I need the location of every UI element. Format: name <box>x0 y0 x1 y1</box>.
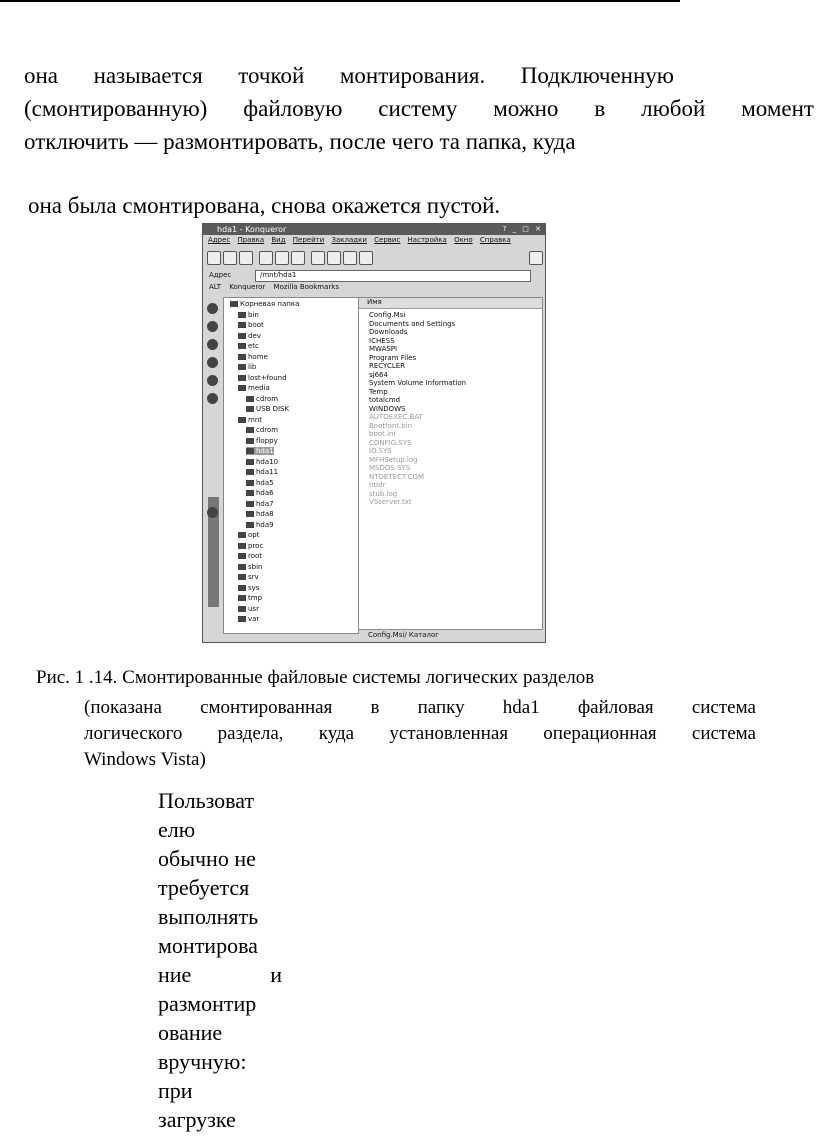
tree-item-label: hda5 <box>256 478 274 487</box>
sidebar-tabs <box>203 297 223 642</box>
folder-icon <box>238 333 246 339</box>
bookmark-item[interactable]: Mozilla Bookmarks <box>273 283 339 291</box>
tree-item-label: lib <box>248 363 257 371</box>
tree-item-label: mnt <box>248 415 262 424</box>
star-tab-icon[interactable] <box>207 507 218 518</box>
address-bar <box>203 269 545 282</box>
tree-item[interactable] <box>238 363 256 371</box>
file-list-item[interactable]: AUTOEXEC.BAT <box>369 413 423 421</box>
folder-icon <box>238 312 246 318</box>
menu-item[interactable]: Сервис <box>374 236 401 244</box>
menu-item[interactable]: Закладки <box>331 236 367 244</box>
tree-item-label: floppy <box>256 436 278 445</box>
folder-icon <box>246 501 254 507</box>
up-icon[interactable] <box>239 251 253 265</box>
file-list-item[interactable]: MWASPI <box>369 345 398 353</box>
file-list-item[interactable]: Bootfont.bin <box>369 421 413 430</box>
tree-item[interactable] <box>238 321 264 329</box>
para-line-2: (смонтированную) файловую систему можно в любой момент <box>24 96 814 121</box>
file-list-item[interactable]: RECYCLER <box>369 362 406 370</box>
tree-item-label: tmp <box>248 594 263 602</box>
tree-item[interactable] <box>246 468 278 476</box>
file-list-item[interactable]: MFHSetup.log <box>369 455 418 464</box>
folder-icon <box>246 396 254 402</box>
zoom-icon[interactable] <box>311 251 325 265</box>
konqueror-logo-icon <box>529 251 543 265</box>
folder-icon <box>238 385 246 391</box>
tree-item-label: etc <box>248 342 259 350</box>
caption-line-3: логического раздела, куда установленная операционная система <box>84 723 756 744</box>
tree-item-label: hda6 <box>256 489 274 497</box>
tree-item-label: bin <box>248 310 259 319</box>
caption-line-1: Рис. 1 .14. Смонтированные файловые системы логических разделов <box>36 667 595 688</box>
file-list-item[interactable]: WINDOWS <box>369 404 406 413</box>
tree-item-label: proc <box>248 541 264 550</box>
file-list-item[interactable]: System Volume Information <box>369 379 467 387</box>
file-list-item[interactable]: Config.Msi <box>369 311 406 319</box>
home-tab-icon[interactable] <box>207 357 218 368</box>
tree-item[interactable] <box>246 405 289 413</box>
tree-item-label: usr <box>248 604 259 613</box>
tree-item[interactable] <box>246 437 278 445</box>
file-list-item[interactable]: Temp <box>369 387 388 396</box>
tree-item-label: cdrom <box>256 426 279 434</box>
address-label: Адрес <box>209 271 232 279</box>
tree-item[interactable] <box>238 531 259 539</box>
folder-icon <box>238 585 246 591</box>
tree-item[interactable] <box>246 521 274 529</box>
folder-icon <box>246 438 254 444</box>
history-tab-icon[interactable] <box>207 339 218 350</box>
folder-icon <box>238 417 246 423</box>
tree-item-label: cdrom <box>256 394 279 403</box>
tree-item-label: hda11 <box>256 468 279 476</box>
file-list-item[interactable]: Downloads <box>369 328 408 336</box>
file-list-item[interactable]: ntldr <box>369 481 386 489</box>
menu-item[interactable]: Адрес <box>208 236 231 244</box>
caption-line-2: (показана смонтированная в папку hda1 файловая система <box>84 697 756 718</box>
narrow-column-text: Пользоват елю обычно не требуется выполнять монтирова ние и размонтир ование вручную: при загрузке <box>158 788 282 1132</box>
konqueror-screenshot <box>202 223 546 643</box>
file-list-item[interactable]: CONFIG.SYS <box>369 438 412 447</box>
file-list-item[interactable]: boot.ini <box>369 430 396 438</box>
file-list-item[interactable]: MSDOS.SYS <box>369 464 411 472</box>
para-line-4: она была смонтирована, снова окажется пустой. <box>28 193 501 218</box>
caption-line-4: Windows Vista) <box>84 749 206 770</box>
folder-icon <box>238 564 246 570</box>
file-list-item[interactable]: Program Files <box>369 353 417 362</box>
tree-view-icon[interactable] <box>359 251 373 265</box>
tree-item[interactable] <box>238 605 259 613</box>
address-input[interactable]: /mnt/hda1 <box>255 270 531 282</box>
tree-item[interactable] <box>246 500 274 508</box>
folder-icon <box>238 574 246 580</box>
tree-item[interactable] <box>246 489 274 497</box>
tree-item-label: hda8 <box>256 510 274 518</box>
folder-icon <box>238 606 246 612</box>
view-list-icon[interactable] <box>343 251 357 265</box>
folder-icon <box>246 427 254 433</box>
file-list-item[interactable]: stub.log <box>369 489 398 498</box>
folder-icon <box>246 459 254 465</box>
folder-icon <box>238 532 246 538</box>
tree-item-label: lost+found <box>248 373 287 382</box>
tree-item-label: Корневая папка <box>240 300 300 308</box>
tree-item[interactable] <box>238 353 268 361</box>
tree-item[interactable] <box>246 479 274 487</box>
window-buttons[interactable]: ? _ □ ✕ <box>502 225 543 233</box>
folder-icon <box>238 322 246 328</box>
tree-item-label: hda1 <box>256 447 274 455</box>
network-tab-icon[interactable] <box>207 393 218 404</box>
bookmark-bar <box>203 283 545 295</box>
folder-icon <box>246 511 254 517</box>
devices-tab-icon[interactable] <box>207 321 218 332</box>
tree-item[interactable] <box>238 311 259 319</box>
folder-icon <box>238 616 246 622</box>
file-list <box>358 297 543 630</box>
para-line-1: она называется точкой монтирования. Подключенную <box>24 63 674 88</box>
file-list-item[interactable]: Documents and Settings <box>369 319 456 328</box>
tree-item-label: hda7 <box>256 499 274 508</box>
tree-item[interactable] <box>238 342 259 350</box>
home-icon[interactable] <box>259 251 273 265</box>
tree-item-label: dev <box>248 331 261 340</box>
tree-item-label: opt <box>248 531 260 539</box>
bookmarks-tab-icon[interactable] <box>207 303 218 314</box>
tree-item-label: srv <box>248 573 259 581</box>
column-header-name[interactable]: Имя <box>359 298 542 309</box>
title-bar <box>203 224 545 235</box>
folder-icon <box>238 543 246 549</box>
folder-icon <box>246 469 254 475</box>
tree-item-label: sbin <box>248 562 263 571</box>
toolbar <box>203 248 545 268</box>
tree-item-label: var <box>248 615 260 623</box>
back-icon[interactable] <box>207 251 221 265</box>
menu-item[interactable]: Перейти <box>292 236 325 244</box>
tree-item[interactable] <box>238 416 262 424</box>
media-tab-icon[interactable] <box>207 375 218 386</box>
folder-icon <box>230 301 238 307</box>
menu-item[interactable]: Правка <box>237 236 265 244</box>
menu-item[interactable]: Вид <box>271 236 286 244</box>
tree-item[interactable] <box>246 447 274 455</box>
folder-icon <box>238 354 246 360</box>
tree-item[interactable] <box>246 458 278 466</box>
folder-icon <box>238 375 246 381</box>
tree-item-label: home <box>248 352 268 361</box>
tree-item-label: sys <box>248 583 260 592</box>
file-list-item[interactable]: VSserver.txt <box>369 498 412 506</box>
tree-item[interactable] <box>230 300 299 308</box>
file-list-item[interactable]: sj664 <box>369 370 388 379</box>
status-bar: Config.Msi/ Каталог <box>368 631 439 639</box>
stop-icon[interactable] <box>291 251 305 265</box>
tree-item[interactable] <box>238 384 270 392</box>
tree-item[interactable] <box>246 395 278 403</box>
folder-icon <box>238 343 246 349</box>
folder-icon <box>238 553 246 559</box>
para-line-3: отключить — размонтировать, после чего та папка, куда <box>24 129 576 154</box>
tree-item-label: root <box>248 552 263 560</box>
bookmark-item[interactable]: Konqueror <box>229 283 266 291</box>
reload-icon[interactable] <box>275 251 289 265</box>
view-icon[interactable] <box>327 251 341 265</box>
tree-item-label: USB DISK <box>256 405 290 413</box>
folder-icon <box>246 448 254 454</box>
tree-item[interactable] <box>238 584 259 592</box>
folder-icon <box>246 522 254 528</box>
tree-item[interactable] <box>238 374 287 382</box>
menu-item[interactable]: Настройка <box>407 236 447 244</box>
tree-item-label: boot <box>248 321 264 329</box>
forward-icon[interactable] <box>223 251 237 265</box>
folder-icon <box>246 480 254 486</box>
menu-item[interactable]: Окно <box>454 236 473 244</box>
file-list-item[interactable]: IO.SYS <box>369 447 392 455</box>
window-title: hda1 - Konqueror <box>217 225 287 234</box>
tree-item[interactable] <box>238 552 262 560</box>
folder-icon <box>238 364 246 370</box>
folder-icon <box>246 490 254 496</box>
tree-item[interactable] <box>238 563 262 571</box>
tree-item[interactable] <box>238 615 259 623</box>
tree-item-label: hda10 <box>256 457 279 466</box>
menu-item[interactable]: Справка <box>479 236 511 244</box>
tree-item[interactable] <box>238 573 259 581</box>
tree-item-label: media <box>248 384 270 392</box>
tree-item[interactable] <box>246 426 278 434</box>
menu-bar <box>203 236 545 247</box>
tree-item[interactable] <box>238 332 261 340</box>
tree-item[interactable] <box>246 510 274 518</box>
file-list-item[interactable]: NTDETECT.COM <box>369 472 425 481</box>
folder-icon <box>246 406 254 412</box>
tree-item[interactable] <box>238 594 262 602</box>
folder-tree <box>223 297 359 634</box>
tree-item-label: hda9 <box>256 520 274 529</box>
bookmark-item[interactable]: ALT <box>209 283 222 291</box>
file-list-item[interactable]: totalcmd <box>369 396 401 404</box>
file-list-item[interactable]: ICHESS <box>369 336 395 345</box>
tree-item[interactable] <box>238 542 263 550</box>
folder-icon <box>238 595 246 601</box>
top-rule <box>0 0 680 2</box>
